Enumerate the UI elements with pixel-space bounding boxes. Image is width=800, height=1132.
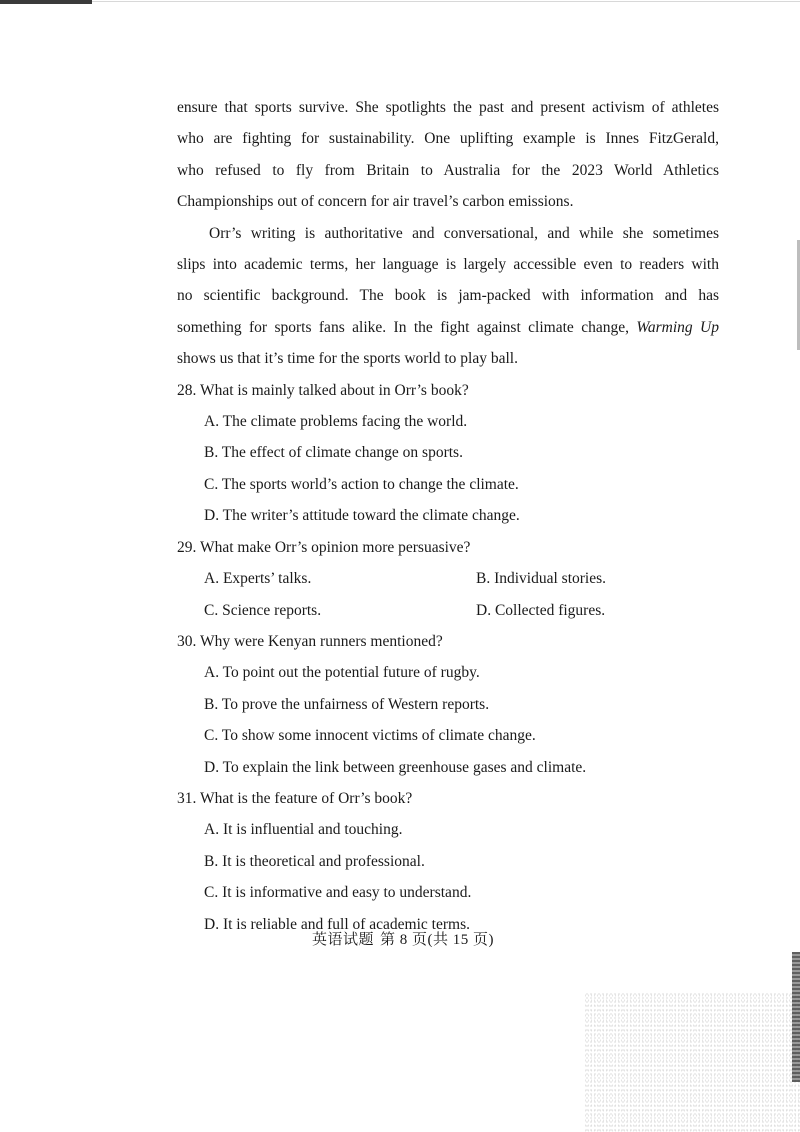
scan-artifact-noise-edge (792, 952, 800, 1082)
answer-option-a: A. Experts’ talks. (204, 570, 312, 588)
passage-paragraph-1 (177, 92, 719, 218)
answer-option-c: C. It is informative and easy to understand. (204, 884, 472, 902)
footer-subject: 英语试题 (311, 932, 374, 948)
question-stem: 28. What is mainly talked about in Orr’s book? (177, 381, 469, 399)
answer-options-grid (177, 563, 719, 626)
answer-option-d: D. The writer’s attitude toward the climate change. (204, 507, 520, 525)
passage-line: slips into academic terms, her language is largely accessible even to readers with (177, 256, 719, 274)
passage-line: Orr’s writing is authoritative and conversational, and while she sometimes (209, 224, 719, 242)
exam-page-content (177, 92, 719, 940)
passage-line: who refused to fly from Britain to Australia for the 2023 World Athletics (177, 161, 719, 179)
passage-line: no scientific background. The book is jam-packed with information and has (177, 287, 719, 305)
passage-line: Championships out of concern for air travel’s carbon emissions. (177, 193, 574, 211)
answer-option-b: B. It is theoretical and professional. (204, 852, 425, 870)
answer-option-b: B. Individual stories. (476, 570, 607, 588)
question-stem: 30. Why were Kenyan runners mentioned? (177, 632, 443, 650)
passage-paragraph-2 (177, 218, 719, 375)
question-28 (177, 375, 719, 532)
answer-option-a: A. It is influential and touching. (204, 821, 403, 839)
question-29 (177, 532, 719, 626)
question-31 (177, 783, 719, 940)
question-30 (177, 626, 719, 783)
answer-option-c: C. To show some innocent victims of climate change. (204, 727, 536, 745)
answer-option-b: B. The effect of climate change on sports. (204, 444, 463, 462)
answer-option-c: C. The sports world’s action to change the climate. (204, 475, 519, 493)
answer-option-a: A. The climate problems facing the world. (204, 413, 468, 431)
scan-artifact-top-bar (0, 0, 92, 4)
passage-line: who are fighting for sustainability. One uplifting example is Innes FitzGerald, (177, 130, 719, 148)
answer-option-b: B. To prove the unfairness of Western reports. (204, 695, 490, 713)
question-stem: 31. What is the feature of Orr’s book? (177, 789, 413, 807)
page-footer (0, 928, 800, 952)
answer-option-d: D. Collected figures. (476, 601, 606, 619)
answer-option-a: A. To point out the potential future of rugby. (204, 664, 480, 682)
answer-option-d: D. It is reliable and full of academic terms. (204, 915, 470, 933)
footer-page-number: 第 8 页(共 15 页) (380, 932, 494, 948)
answer-option-d: D. To explain the link between greenhouse gases and climate. (204, 758, 587, 776)
scan-artifact-top-line (92, 1, 800, 2)
answer-option-c: C. Science reports. (204, 601, 322, 619)
passage-line: shows us that it’s time for the sports world to play ball. (177, 350, 518, 368)
passage-line (177, 312, 719, 343)
scan-artifact-noise (585, 992, 800, 1132)
passage-line-text: something for sports fans alike. In the fight against climate change, (177, 318, 629, 336)
book-title: Warming Up (636, 318, 719, 336)
passage-line: ensure that sports survive. She spotlights the past and present activism of athletes (177, 99, 719, 116)
question-stem: 29. What make Orr’s opinion more persuasive? (177, 538, 471, 556)
